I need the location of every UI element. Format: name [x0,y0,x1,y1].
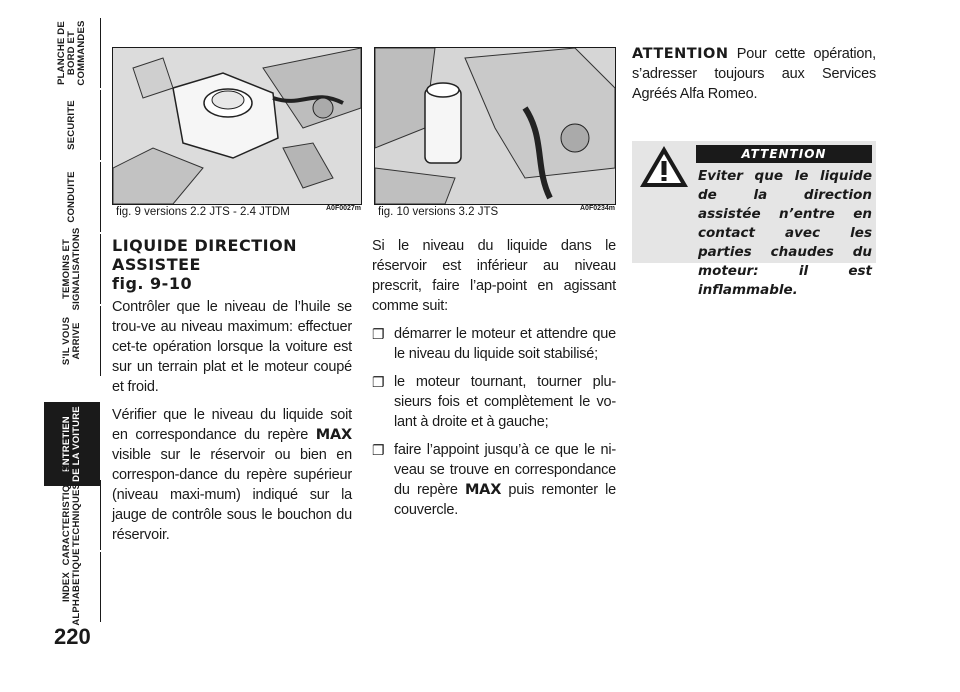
checkbox-bullet-icon: ❐ [372,326,385,342]
chapter-tabs [44,18,100,626]
checkbox-bullet-icon: ❐ [372,374,385,390]
figure-10-caption: fig. 10 versions 3.2 JTS [378,206,499,218]
paragraph-intro: Si le niveau du liquide dans le réservoir est inférieur au niveau prescrit, faire l’ap-point en agissant comme suit: [372,238,616,314]
section-heading: LIQUIDE DIRECTION ASSISTEE fig. 9-10 [112,236,298,293]
figure-9-image [112,47,362,205]
list-item: ❐ démarrer le moteur et attendre que le niveau du liquide soit stabilisé; [372,326,616,362]
figure-10-image [374,47,616,205]
attention-note: ATTENTION Pour cette opération, s’adresser toujours aux Services Agréés Alfa Romeo. [632,46,876,102]
figure-10-code: A0F0234m [580,205,616,212]
list-item: ❐ faire l’appoint jusqu’à ce que le ni-veau se trouve en correspondance du repère MAX puis remonter le couvercle. [372,442,617,518]
tab-caracteristiques[interactable]: CARACTERISTIQUES TECHNIQUES [44,480,101,550]
engine-illustration-9 [113,48,361,204]
tab-securite[interactable]: SECURITE [44,90,101,160]
warning-text: Eviter que le liquide de la direction assistée n’entre en contact avec les parties chaudes du moteur: il est inflammable. [698,168,872,298]
checkbox-bullet-icon: ❐ [372,442,385,458]
engine-illustration-10 [375,48,615,204]
tab-entretien[interactable]: ENTRETIEN DE LA VOITURE [44,402,100,486]
tab-index[interactable]: INDEX ALPHABETIQUE [44,552,101,622]
page-number: 220 [54,624,91,649]
tab-sil-vous-arrive[interactable]: S'IL VOUS ARRIVE [44,306,101,376]
list-item: ❐ le moteur tournant, tourner plu-sieurs fois et complètement le vo-lant à droite et à gauche; [372,374,616,430]
figure-9-caption: fig. 9 versions 2.2 JTS - 2.4 JTDM [116,206,290,218]
paragraph-verify-max: Vérifier que le niveau du liquide soit en correspondance du repère MAX visible sur le réservoir ou bien en correspon-dance du repère supérieur (niveau maxi-mum) indiqué sur la jauge de contrôle sous le bouchon du réservoir. [112,407,352,543]
paragraph-check-level: Contrôler que le niveau de l’huile se trou-ve au niveau maximum: effectuer cet-te opération lorsque la voiture est sur un terrain plat et le moteur coupé et froid. [112,299,352,395]
tab-temoins[interactable]: TEMOINS ET SIGNALISATIONS [44,234,101,304]
figure-9-code: A0F0027m [326,205,362,212]
tab-planche-de-bord[interactable]: PLANCHE DE BORD ET COMMANDES [44,18,101,88]
column-3 [632,44,876,112]
column-1 [112,236,352,553]
warning-title: ATTENTION [696,145,872,163]
column-2 [372,236,616,528]
tab-conduite[interactable]: CONDUITE [44,162,101,232]
